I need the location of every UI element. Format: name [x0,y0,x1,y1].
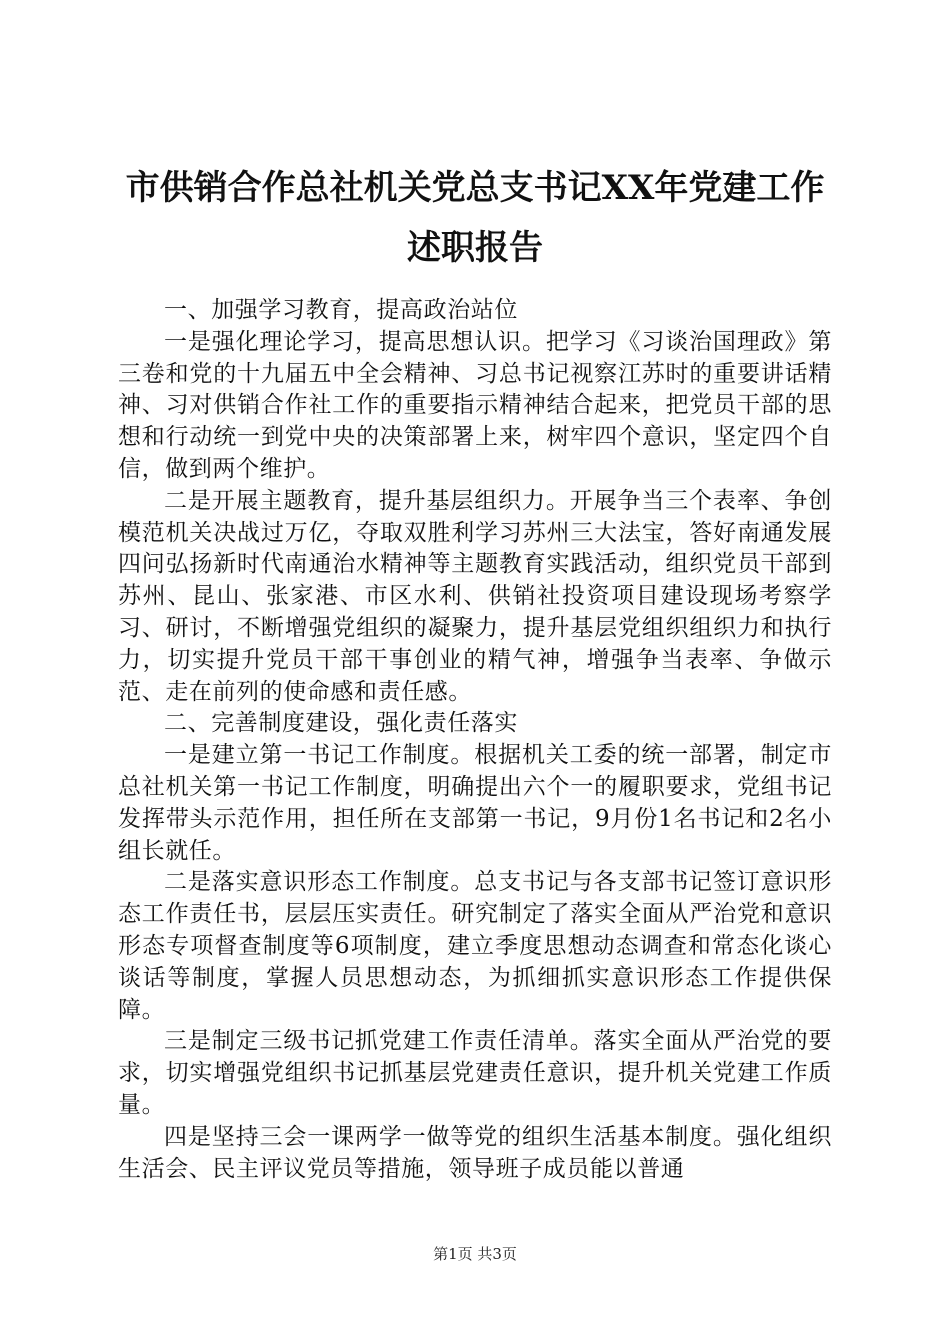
paragraph: 四是坚持三会一课两学一做等党的组织生活基本制度。强化组织生活会、民主评议党员等措施，领导班子成员能以普通 [118,1123,832,1182]
document-title: 市供销合作总社机关党总支书记XX年党建工作述职报告 [125,168,825,268]
paragraph: 二是落实意识形态工作制度。总支书记与各支部书记签订意识形态工作责任书，层层压实责任。研究制定了落实全面从严治党和意识形态专项督查制度等6项制度，建立季度思想动态调查和常态化谈心谈话等制度，掌握人员思想动态，为抓细抓实意识形态工作提供保障。 [118,869,832,1023]
section-heading-1: 一、加强学习教育，提高政治站位 [164,297,518,323]
paragraph: 三是制定三级书记抓党建工作责任清单。落实全面从严治党的要求，切实增强党组织书记抓基层党建责任意识，提升机关党建工作质量。 [118,1028,832,1118]
paragraph: 一是强化理论学习，提高思想认识。把学习《习谈治国理政》第三卷和党的十九届五中全会精神、习总书记视察江苏时的重要讲话精神、习对供销合作社工作的重要指示精神结合起来，把党员干部的思想和行动统一到党中央的决策部署上来，树牢四个意识，坚定四个自信，做到两个维护。 [118,328,832,482]
page-footer: 第1页 共3页 [433,1245,517,1263]
paragraph: 一是建立第一书记工作制度。根据机关工委的统一部署，制定市总社机关第一书记工作制度，明确提出六个一的履职要求，党组书记发挥带头示范作用，担任所在支部第一书记，9月份1名书记和2名小组长就任。 [118,742,832,864]
paragraph: 二是开展主题教育，提升基层组织力。开展争当三个表率、争创模范机关决战过万亿，夺取双胜利学习苏州三大法宝，答好南通发展四问弘扬新时代南通治水精神等主题教育实践活动，组织党员干部到苏州、昆山、张家港、市区水利、供销社投资项目建设现场考察学习、研讨，不断增强党组织的凝聚力，提升基层党组织组织力和执行力，切实提升党员干部干事创业的精气神，增强争当表率、争做示范、走在前列的使命感和责任感。 [118,487,832,705]
section-heading-2: 二、完善制度建设，强化责任落实 [164,710,518,737]
document-body [118,295,832,1185]
